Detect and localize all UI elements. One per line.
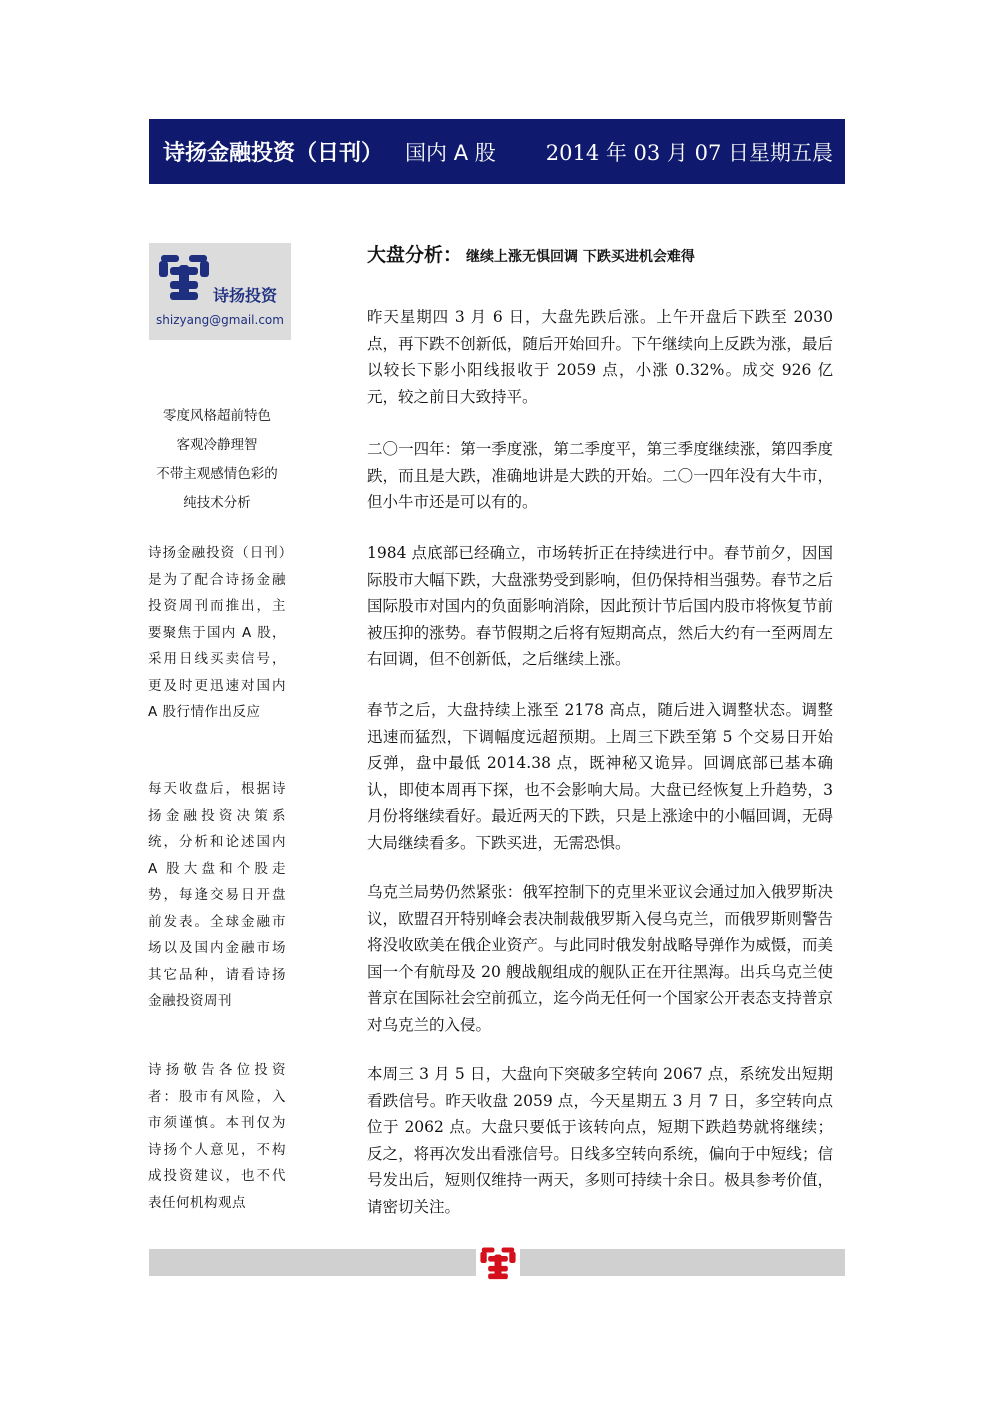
article-title-main: 大盘分析： [367,244,463,266]
masthead-section: 国内 A 股 [405,140,496,165]
article-paragraph: 乌克兰局势仍然紧张：俄军控制下的克里米亚议会通过加入俄罗斯决议，欧盟召开特别峰会表决制裁俄罗斯入侵乌克兰，而俄罗斯则警告将没收欧美在俄企业资产。与此同时俄发射战略导弹作为威慑，而美国一个有航母及 20 艘战舰组成的舰队正在开往黑海。出兵乌克兰使普京在国际社会空前孤立，迄今尚无任何一个国家公开表态支持普京对乌克兰的入侵。 [367,883,833,1034]
shiyang-logo-icon [157,251,211,303]
tagline-line: 不带主观感情色彩的 [156,466,278,482]
article-title [367,240,695,267]
tagline [149,402,285,518]
masthead-banner [149,119,845,184]
article-title-sub: 继续上涨无惧回调 下跌买进机会难得 [466,249,695,265]
logo-email: shizyang@gmail.com [156,313,284,327]
article-paragraph: 本周三 3 月 5 日，大盘向下突破多空转向 2067 点，系统发出短期看跌信号。昨天收盘 2059 点，今天星期五 3 月 7 日，多空转向点位于 2062 点。大盘只要低于该转向点，短期下跌趋势就将继续；反之，将再次发出看涨信号。日线多空转向系统，偏向于中短线；信号发出后，短则仅维持一两天，多则可持续十余日。极具参考价值，请密切关注。 [367,1065,833,1216]
sidebar-note-schedule: 每天收盘后，根据诗扬金融投资决策系统，分析和论述国内 A 股大盘和个股走势，每逢交易日开盘前发表。全球金融市场以及国内金融市场其它品种，请看诗扬金融投资周刊 [148,781,286,1009]
footer-logo [476,1244,520,1282]
sidebar-note-intro: 诗扬金融投资（日刊）是为了配合诗扬金融投资周刊而推出，主要聚焦于国内 A 股，采用日线买卖信号，更及时更迅速对国内 A 股行情作出反应 [148,545,286,720]
tagline-line: 客观冷静理智 [176,437,258,453]
article-paragraph: 春节之后，大盘持续上涨至 2178 高点，随后进入调整状态。调整迅速而猛烈，下调幅度远超预期。上周三下跌至第 5 个交易日开始反弹，盘中最低 2014.38 点，既神秘又诡异。回调底部已基本确认，即使本周再下探，也不会影响大局。大盘已经恢复上升趋势，3 月份将继续看好。最近两天的下跌，只是上涨途中的小幅回调，无碍大局继续看多。下跌买进，无需恐惧。 [367,701,833,852]
logo-card [149,243,291,340]
tagline-line: 纯技术分析 [183,495,251,511]
masthead-date: 2014 年 03 月 07 日星期五晨 [545,140,833,165]
article-paragraph: 昨天星期四 3 月 6 日，大盘先跌后涨。上午开盘后下跌至 2030 点，再下跌不创新低，随后开始回升。下午继续向上反跌为涨，最后以较长下影小阳线报收于 2059 点，小涨 0.32%。成交 926 亿元，较之前日大致持平。 [367,308,833,406]
article-paragraph: 1984 点底部已经确立，市场转折正在持续进行中。春节前夕，因国际股市大幅下跌，大盘涨势受到影响，但仍保持相当强势。春节之后国际股市对国内的负面影响消除，因此预计节后国内股市将恢复节前被压抑的涨势。春节假期之后将有短期高点，然后大约有一至两周左右回调，但不创新低，之后继续上涨。 [367,544,833,668]
logo-brand-name: 诗扬投资 [213,286,278,305]
article-paragraph: 二〇一四年：第一季度涨，第二季度平，第三季度继续涨，第四季度跌，而且是大跌，准确地讲是大跌的开始。二〇一四年没有大牛市，但小牛市还是可以有的。 [367,440,833,511]
shiyang-logo-icon [479,1244,517,1282]
tagline-line: 零度风格超前特色 [163,408,271,424]
masthead-title: 诗扬金融投资（日刊） [163,141,384,166]
sidebar-note-disclaimer: 诗扬敬告各位投资者：股市有风险，入市须谨慎。本刊仅为诗扬个人意见，不构成投资建议，也不代表任何机构观点 [148,1062,286,1211]
